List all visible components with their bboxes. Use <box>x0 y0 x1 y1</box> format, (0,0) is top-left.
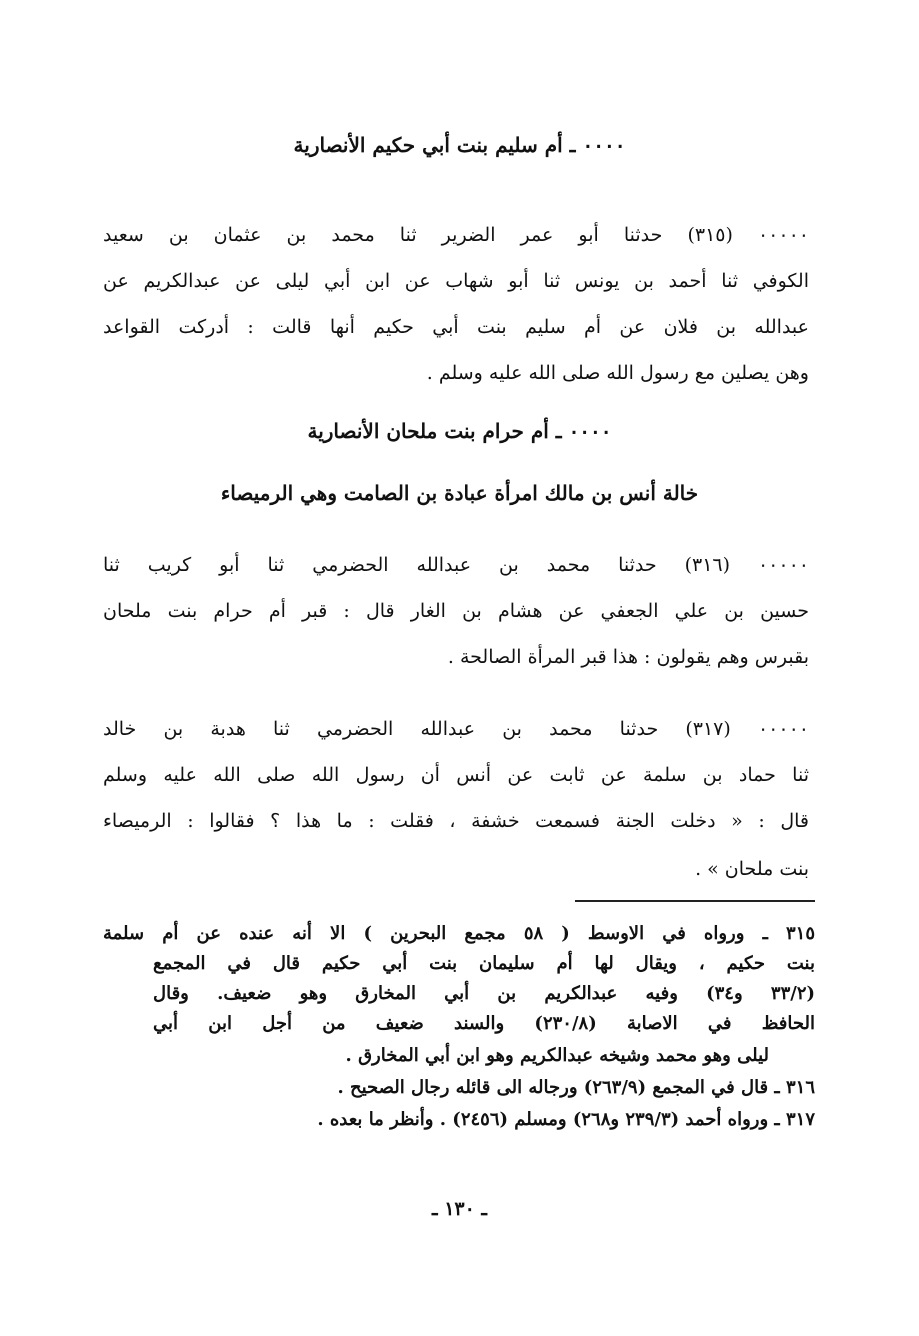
hadith-316-line-2: حسين بن علي الجعفي عن هشام بن الغار قال : قبر أم حرام بنت ملحان <box>103 600 809 622</box>
footnote-315-line-3: (٣٣/٢ و٣٤) وفيه عبدالكريم بن أبي المخارق وهو ضعيف. وقال <box>153 983 816 1004</box>
footnote-315-line-2: بنت حكيم ، ويقال لها أم سليمان بنت أبي حكيم قال في المجمع <box>153 953 815 974</box>
hadith-316-line-3: بقبرس وهم يقولون : هذا قبر المرأة الصالحة . <box>447 646 809 668</box>
hadith-317-line-2: ثنا حماد بن سلمة عن ثابت عن أنس أن رسول الله صلى الله عليه وسلم <box>103 764 809 786</box>
hadith-315-line-4: وهن يصلين مع رسول الله صلى الله عليه وسلم . <box>426 362 809 384</box>
footnote-315-line-5: ليلى وهو محمد وشيخه عبدالكريم وهو ابن أبي المخارق . <box>345 1045 769 1066</box>
hadith-315-line-1: ٠٠٠٠٠ (٣١٥) حدثنا أبو عمر الضرير ثنا محمد بن عثمان بن سعيد <box>103 224 809 246</box>
footnote-317: ٣١٧ ـ ورواه أحمد (٢٣٩/٣ و٢٦٨) ومسلم (٢٤٥٦) . وأنظر ما بعده . <box>317 1109 815 1130</box>
hadith-317-line-4: بنت ملحان » . <box>695 858 809 880</box>
section-heading-umm-haram: ٠٠٠٠ ـ أم حرام بنت ملحان الأنصارية <box>307 419 612 443</box>
footnote-separator <box>575 900 815 902</box>
hadith-315-line-3: عبدالله بن فلان عن أم سليم بنت أبي حكيم أنها قالت : أدركت القواعد <box>103 316 809 338</box>
hadith-315-line-2: الكوفي ثنا أحمد بن يونس ثنا أبو شهاب عن ابن أبي ليلى عن عبدالكريم عن <box>103 270 809 292</box>
footnote-315-line-1: ٣١٥ ـ ورواه في الاوسط ( ٥٨ مجمع البحرين ) الا أنه عنده عن أم سلمة <box>103 923 815 944</box>
footnote-315-line-4: الحافظ في الاصابة (٢٣٠/٨) والسند ضعيف من أجل ابن أبي <box>153 1013 816 1034</box>
footnote-316: ٣١٦ ـ قال في المجمع (٢٦٣/٩) ورجاله الى قائله رجال الصحيح . <box>337 1077 815 1098</box>
section-subheading: خالة أنس بن مالك امرأة عبادة بن الصامت وهي الرميصاء <box>220 481 699 505</box>
page-number: ـ ١٣٠ ـ <box>432 1198 487 1220</box>
section-heading-umm-sulaym: ٠٠٠٠ ـ أم سليم بنت أبي حكيم الأنصارية <box>293 133 626 157</box>
hadith-316-line-1: ٠٠٠٠٠ (٣١٦) حدثنا محمد بن عبدالله الحضرمي ثنا أبو كريب ثنا <box>103 554 809 576</box>
hadith-317-line-1: ٠٠٠٠٠ (٣١٧) حدثنا محمد بن عبدالله الحضرمي ثنا هدبة بن خالد <box>103 718 809 740</box>
hadith-317-line-3: قال : « دخلت الجنة فسمعت خشفة ، فقلت : ما هذا ؟ فقالوا : الرميصاء <box>103 810 809 832</box>
